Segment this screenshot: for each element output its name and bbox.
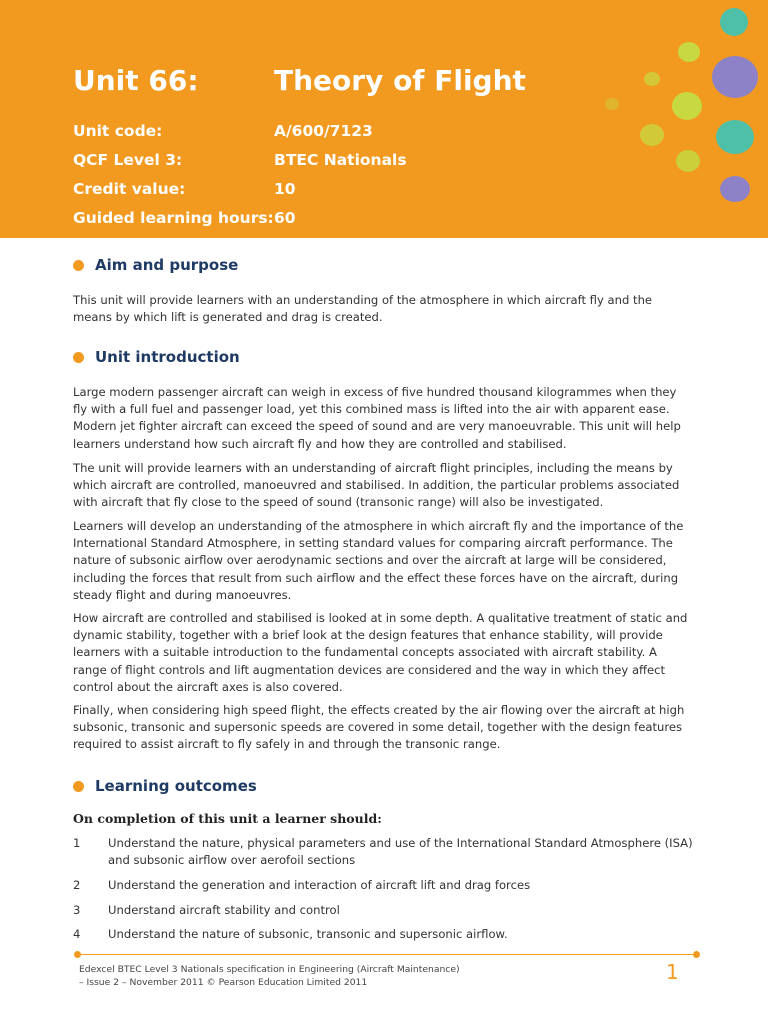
bullet-icon [73, 260, 84, 271]
footer-divider-dot [693, 951, 700, 958]
decorative-dot [644, 72, 660, 86]
qcf-level-value: BTEC Nationals [274, 151, 407, 169]
decorative-dot [676, 150, 700, 172]
intro-paragraph: Finally, when considering high speed flight, the effects created by the air flowing over the aircraft at high subsonic, transonic and supersonic speeds are covered in some detail, together with the design features required to assist aircraft to fly safely in and through the transonic range. [73, 703, 685, 752]
footer-divider-dot [74, 951, 81, 958]
outcomes-intro: On completion of this unit a learner should: [73, 811, 382, 826]
unit-number: Unit 66: [73, 64, 199, 97]
decorative-dot [640, 124, 664, 146]
intro-heading-text: Unit introduction [95, 348, 240, 366]
unit-header-banner [0, 0, 768, 238]
decorative-dot [720, 8, 748, 36]
decorative-dot [716, 120, 754, 154]
aim-text: This unit will provide learners with an understanding of the atmosphere in which aircraft fly and the means by which lift is generated and drag is created. [73, 293, 653, 325]
unit-title: Theory of Flight [274, 64, 526, 97]
outcome-text: Understand the nature of subsonic, transonic and supersonic airflow. [108, 927, 508, 941]
aim-heading [73, 256, 238, 274]
footer-line-2: – Issue 2 – November 2011 © Pearson Education Limited 2011 [79, 977, 368, 988]
outcome-number: 2 [73, 878, 81, 892]
decorative-dot [678, 42, 700, 62]
qcf-level-label: QCF Level 3: [73, 151, 183, 169]
bullet-icon [73, 781, 84, 792]
guided-hours-value: 60 [274, 209, 296, 227]
intro-paragraph: The unit will provide learners with an understanding of aircraft flight principles, including the means by which aircraft are controlled, manoeuvred and stabilised. In addition, the particular problems associated with aircraft that fly close to the speed of sound (transonic range) will also be investigated. [73, 461, 680, 510]
guided-hours-label: Guided learning hours: [73, 209, 274, 227]
credit-value-value: 10 [274, 180, 296, 198]
outcome-text: Understand aircraft stability and control [108, 903, 340, 917]
decorative-dot [672, 92, 702, 120]
list-item [73, 877, 693, 894]
intro-paragraph: Learners will develop an understanding of the atmosphere in which aircraft fly and the importance of the International Standard Atmosphere, in setting standard values for comparing aircraft performance. The nature of subsonic airflow over aerodynamic sections and over the aircraft at large will be considered, including the forces that result from such airflow and the effect these forces have on the aircraft, during steady flight and during manoeuvres. [73, 519, 684, 602]
outcome-number: 3 [73, 903, 81, 917]
outcome-number: 1 [73, 836, 81, 850]
list-item [73, 902, 693, 919]
list-item [73, 835, 693, 869]
intro-heading [73, 348, 240, 366]
footer-divider [77, 954, 697, 955]
footer-line-1: Edexcel BTEC Level 3 Nationals specification in Engineering (Aircraft Maintenance) [79, 964, 460, 975]
outcomes-heading [73, 777, 257, 795]
list-item [73, 926, 693, 943]
decorative-dot [720, 176, 750, 202]
unit-code-label: Unit code: [73, 122, 163, 140]
credit-value-label: Credit value: [73, 180, 186, 198]
page-number: 1 [666, 960, 679, 984]
outcome-number: 4 [73, 927, 81, 941]
aim-heading-text: Aim and purpose [95, 256, 239, 274]
unit-code-value: A/600/7123 [274, 122, 373, 140]
decorative-dot [712, 56, 758, 98]
intro-paragraph: Large modern passenger aircraft can weigh in excess of five hundred thousand kilogrammes when they fly with a full fuel and passenger load, yet this combined mass is lifted into the air with apparent ease. Modern jet fighter aircraft can exceed the speed of sound and are very manoeuvrable. This unit will help learners understand how such aircraft fly and how they are controlled and stabilised. [73, 385, 681, 451]
outcome-text: Understand the generation and interaction of aircraft lift and drag forces [108, 878, 531, 892]
decorative-dot [605, 98, 619, 110]
outcome-text: Understand the nature, physical parameters and use of the International Standard Atmosphere (ISA) and subsonic airflow over aerofoil sections [108, 836, 693, 867]
bullet-icon [73, 352, 84, 363]
outcomes-heading-text: Learning outcomes [95, 777, 257, 795]
intro-paragraph: How aircraft are controlled and stabilised is looked at in some depth. A qualitative treatment of static and dynamic stability, together with a brief look at the design features that enhance stability, will provide learners with a suitable introduction to the fundamental concepts associated with aircraft stability. A range of flight controls and lift augmentation devices are considered and the way in which they affect control about the aircraft axes is also covered. [73, 611, 688, 694]
